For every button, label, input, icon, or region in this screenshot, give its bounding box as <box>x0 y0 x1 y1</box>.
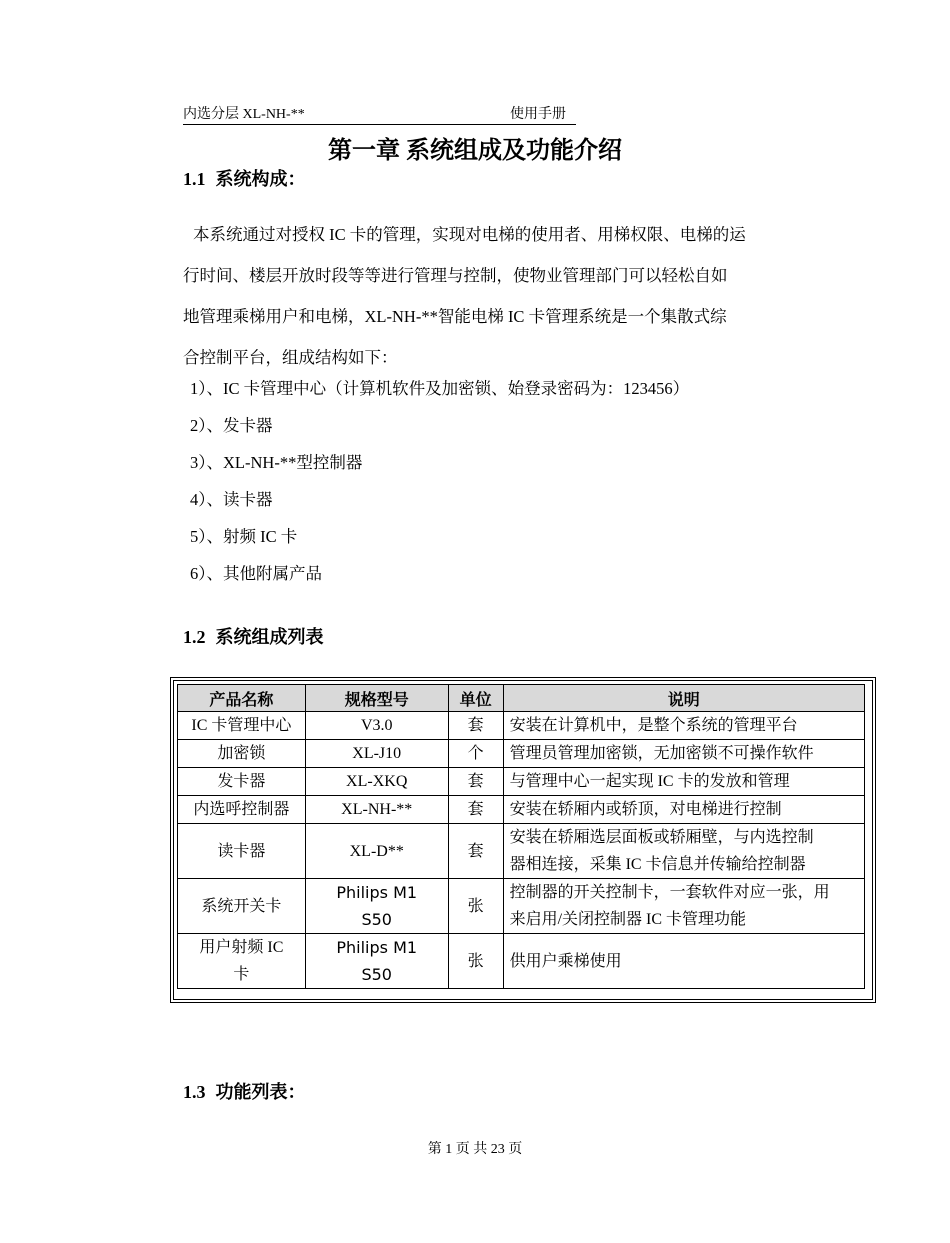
section-title: 系统组成列表 <box>215 627 324 647</box>
column-header: 单位 <box>448 685 503 712</box>
intro-line: 行时间、楼层开放时段等等进行管理与控制，使物业管理部门可以轻松自如 <box>183 266 728 285</box>
header-right-text: 使用手册 <box>510 107 566 122</box>
cell-unit: 套 <box>448 768 503 796</box>
cell-name: 发卡器 <box>178 768 306 796</box>
section-title: 功能列表： <box>215 1082 306 1102</box>
list-item: 1）、IC 卡管理中心（计算机软件及加密锁、始登录密码为：123456） <box>190 379 690 398</box>
table-row <box>178 879 865 934</box>
list-item: 5）、射频 IC 卡 <box>190 527 298 546</box>
cell-model-line: Philips M1 <box>336 938 418 957</box>
component-table-frame <box>170 677 876 1003</box>
cell-name: 系统开关卡 <box>178 879 306 934</box>
cell-model-line: S50 <box>361 910 392 929</box>
cell-desc: 安装在计算机中，是整个系统的管理平台 <box>503 712 864 740</box>
cell-unit: 张 <box>448 934 503 989</box>
cell-unit: 套 <box>448 796 503 824</box>
list-item: 6）、其他附属产品 <box>190 564 322 583</box>
column-header: 产品名称 <box>178 685 306 712</box>
intro-line: 本系统通过对授权 IC 卡的管理，实现对电梯的使用者、用梯权限、电梯的运 <box>193 225 746 244</box>
table-row <box>178 824 865 879</box>
table-row <box>178 934 865 989</box>
cell-model-line: S50 <box>361 965 392 984</box>
section-number: 1.2 <box>183 627 206 647</box>
cell-desc-line: 器相连接，采集 IC 卡信息并传输给控制器 <box>509 856 806 873</box>
cell-model <box>305 879 448 934</box>
cell-desc: 安装在轿厢内或轿顶，对电梯进行控制 <box>503 796 864 824</box>
intro-line: 地管理乘梯用户和电梯，XL-NH-**智能电梯 IC 卡管理系统是一个集散式综 <box>183 307 727 326</box>
list-item: 4）、读卡器 <box>190 490 273 509</box>
chapter-title: 第一章 系统组成及功能介绍 <box>328 138 622 164</box>
cell-desc <box>503 824 864 879</box>
cell-desc: 管理员管理加密锁，无加密锁不可操作软件 <box>503 740 864 768</box>
cell-desc-line: 控制器的开关控制卡，一套软件对应一张，用 <box>509 884 830 901</box>
column-header: 说明 <box>503 685 864 712</box>
cell-model-line: Philips M1 <box>336 883 418 902</box>
cell-desc <box>503 879 864 934</box>
cell-desc-line: 来启用/关闭控制器 IC 卡管理功能 <box>509 911 747 928</box>
column-header: 规格型号 <box>305 685 448 712</box>
section-title: 系统构成： <box>215 169 306 189</box>
cell-unit: 个 <box>448 740 503 768</box>
section-heading-1-3 <box>183 1079 306 1105</box>
cell-name: IC 卡管理中心 <box>178 712 306 740</box>
cell-model <box>305 934 448 989</box>
page-header <box>183 106 576 125</box>
table-header-row <box>178 685 865 712</box>
component-table <box>177 684 865 989</box>
section-heading-1-1 <box>183 166 306 192</box>
cell-model: XL-J10 <box>305 740 448 768</box>
table-row <box>178 768 865 796</box>
page-footer: 第 1 页 共 23 页 <box>427 1142 523 1157</box>
cell-name: 内选呼控制器 <box>178 796 306 824</box>
cell-name-line: 用户射频 IC <box>199 939 284 956</box>
cell-desc-line: 安装在轿厢选层面板或轿厢壁，与内选控制 <box>509 829 814 846</box>
component-list <box>190 375 790 597</box>
cell-model: XL-NH-** <box>305 796 448 824</box>
cell-model: V3.0 <box>305 712 448 740</box>
section-number: 1.1 <box>183 169 206 189</box>
cell-name <box>178 934 306 989</box>
cell-unit: 张 <box>448 879 503 934</box>
cell-model: XL-D** <box>305 824 448 879</box>
cell-desc: 供用户乘梯使用 <box>503 934 864 989</box>
list-item: 3）、XL-NH-**型控制器 <box>190 453 363 472</box>
table-row <box>178 712 865 740</box>
intro-paragraph <box>183 214 773 378</box>
cell-model: XL-XKQ <box>305 768 448 796</box>
cell-unit: 套 <box>448 712 503 740</box>
cell-desc: 与管理中心一起实现 IC 卡的发放和管理 <box>503 768 864 796</box>
intro-line: 合控制平台，组成结构如下： <box>183 348 398 367</box>
section-number: 1.3 <box>183 1082 206 1102</box>
cell-name: 加密锁 <box>178 740 306 768</box>
cell-name-line: 卡 <box>233 966 250 983</box>
cell-name: 读卡器 <box>178 824 306 879</box>
table-row <box>178 796 865 824</box>
cell-unit: 套 <box>448 824 503 879</box>
table-row <box>178 740 865 768</box>
header-left-text: 内选分层 XL-NH-** <box>183 107 305 122</box>
section-heading-1-2 <box>183 624 324 650</box>
list-item: 2）、发卡器 <box>190 416 273 435</box>
